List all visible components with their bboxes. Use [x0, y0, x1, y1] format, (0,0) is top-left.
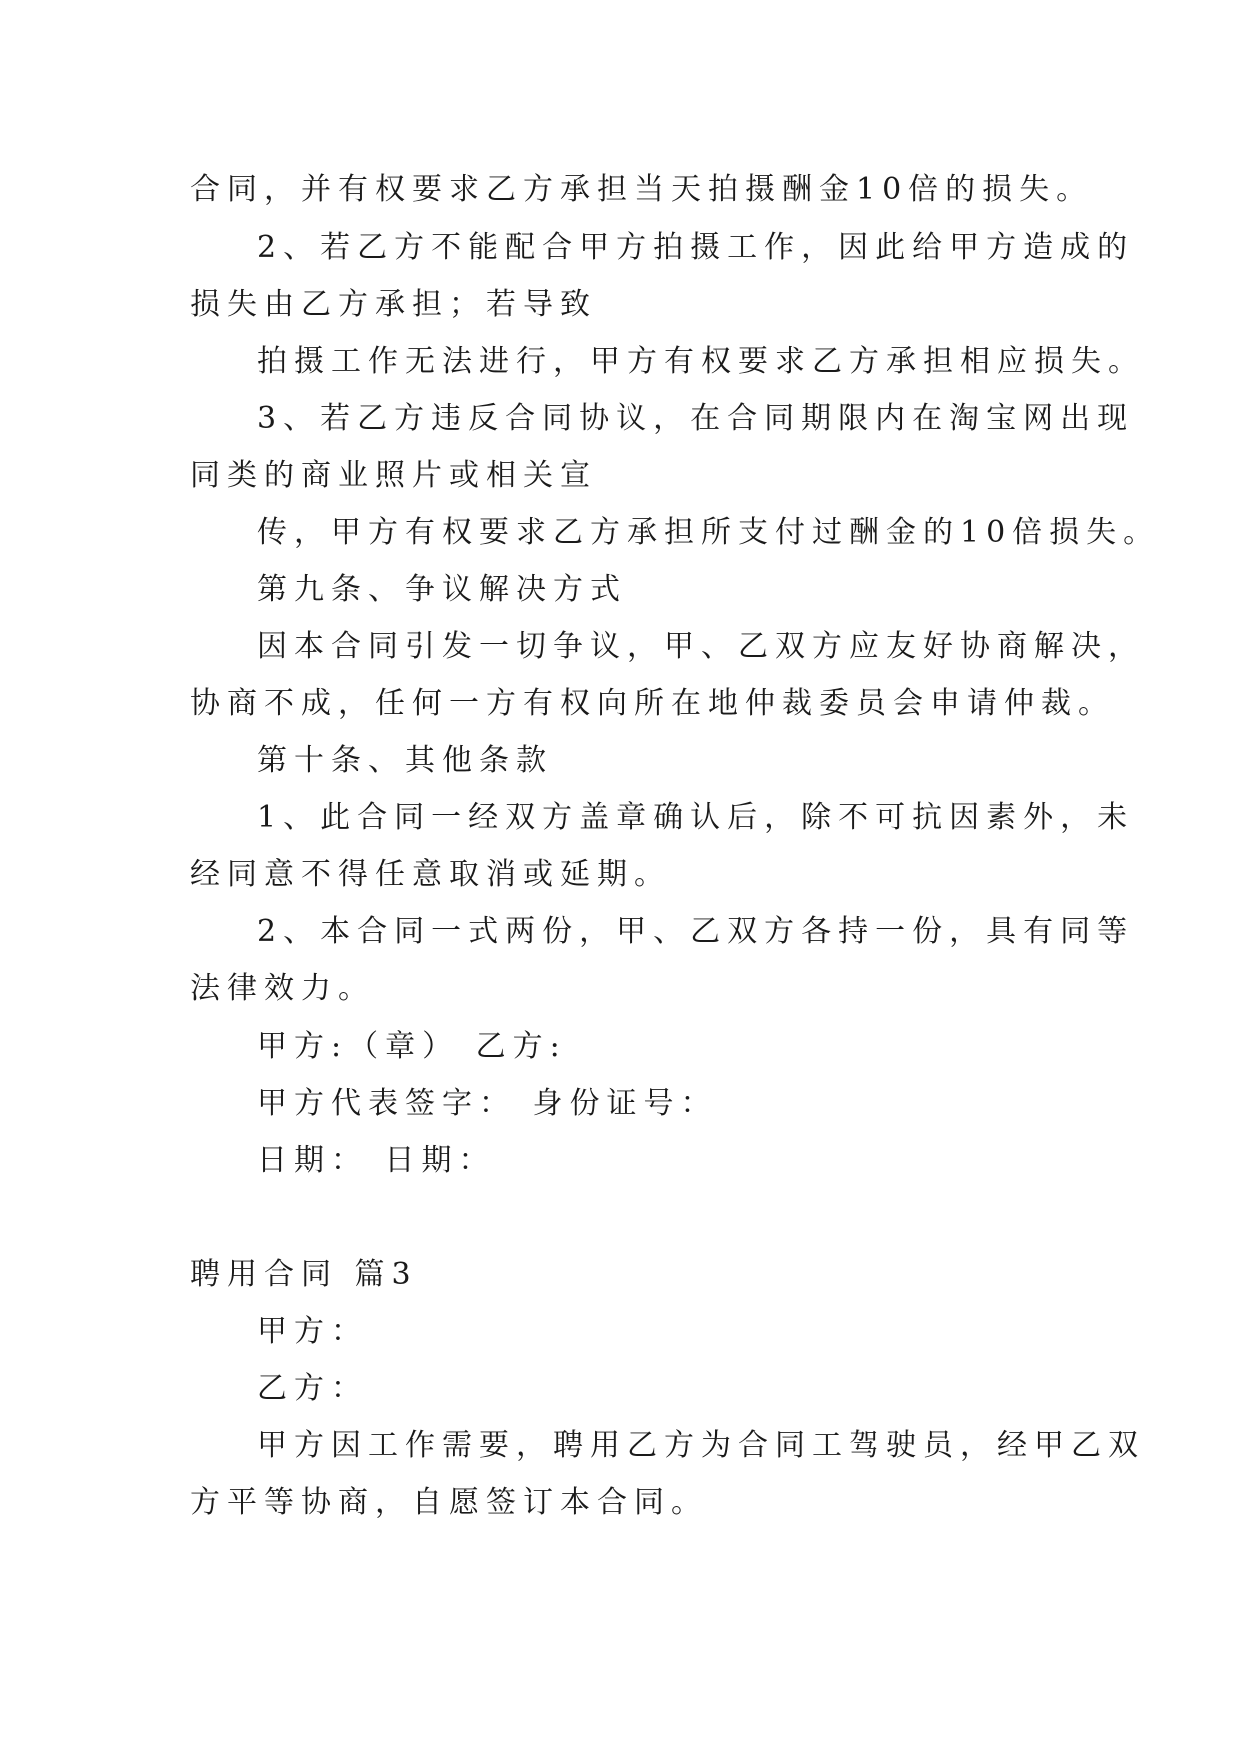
text-line: 经同意不得任意取消或延期。 — [190, 857, 671, 892]
text-line: 协商不成，任何一方有权向所在地仲裁委员会申请仲裁。 — [190, 686, 1115, 721]
text-line: 2、若乙方不能配合甲方拍摄工作，因此给甲方造成的 — [257, 230, 1135, 265]
contract-title: 聘用合同 篇3 — [190, 1257, 418, 1292]
text-line: 传，甲方有权要求乙方承担所支付过酬金的10倍损失。 — [257, 515, 1161, 550]
text-line: 合同，并有权要求乙方承担当天拍摄酬金10倍的损失。 — [190, 172, 1094, 207]
text-line: 法律效力。 — [190, 971, 375, 1006]
signature-line: 甲方:（章） 乙方: — [257, 1029, 567, 1064]
text-line: 拍摄工作无法进行，甲方有权要求乙方承担相应损失。 — [257, 344, 1145, 379]
signature-line: 甲方代表签字： 身份证号： — [257, 1086, 718, 1121]
text-line: 因本合同引发一切争议，甲、乙双方应友好协商解决， — [257, 629, 1145, 664]
section-heading: 第十条、其他条款 — [257, 743, 553, 778]
text-line: 1、此合同一经双方盖章确认后，除不可抗因素外，未 — [257, 800, 1135, 835]
date-line: 日期： 日期： — [257, 1143, 496, 1178]
text-line: 损失由乙方承担；若导致 — [190, 287, 597, 322]
text-line: 2、本合同一式两份，甲、乙双方各持一份，具有同等 — [257, 914, 1135, 949]
text-line: 同类的商业照片或相关宣 — [190, 458, 597, 493]
party-a-line: 甲方： — [257, 1314, 368, 1349]
text-line: 3、若乙方违反合同协议，在合同期限内在淘宝网出现 — [257, 401, 1135, 436]
text-line: 甲方因工作需要，聘用乙方为合同工驾驶员，经甲乙双 — [257, 1428, 1145, 1463]
party-b-line: 乙方： — [257, 1371, 368, 1406]
text-line: 方平等协商，自愿签订本合同。 — [190, 1485, 708, 1520]
section-heading: 第九条、争议解决方式 — [257, 572, 627, 607]
